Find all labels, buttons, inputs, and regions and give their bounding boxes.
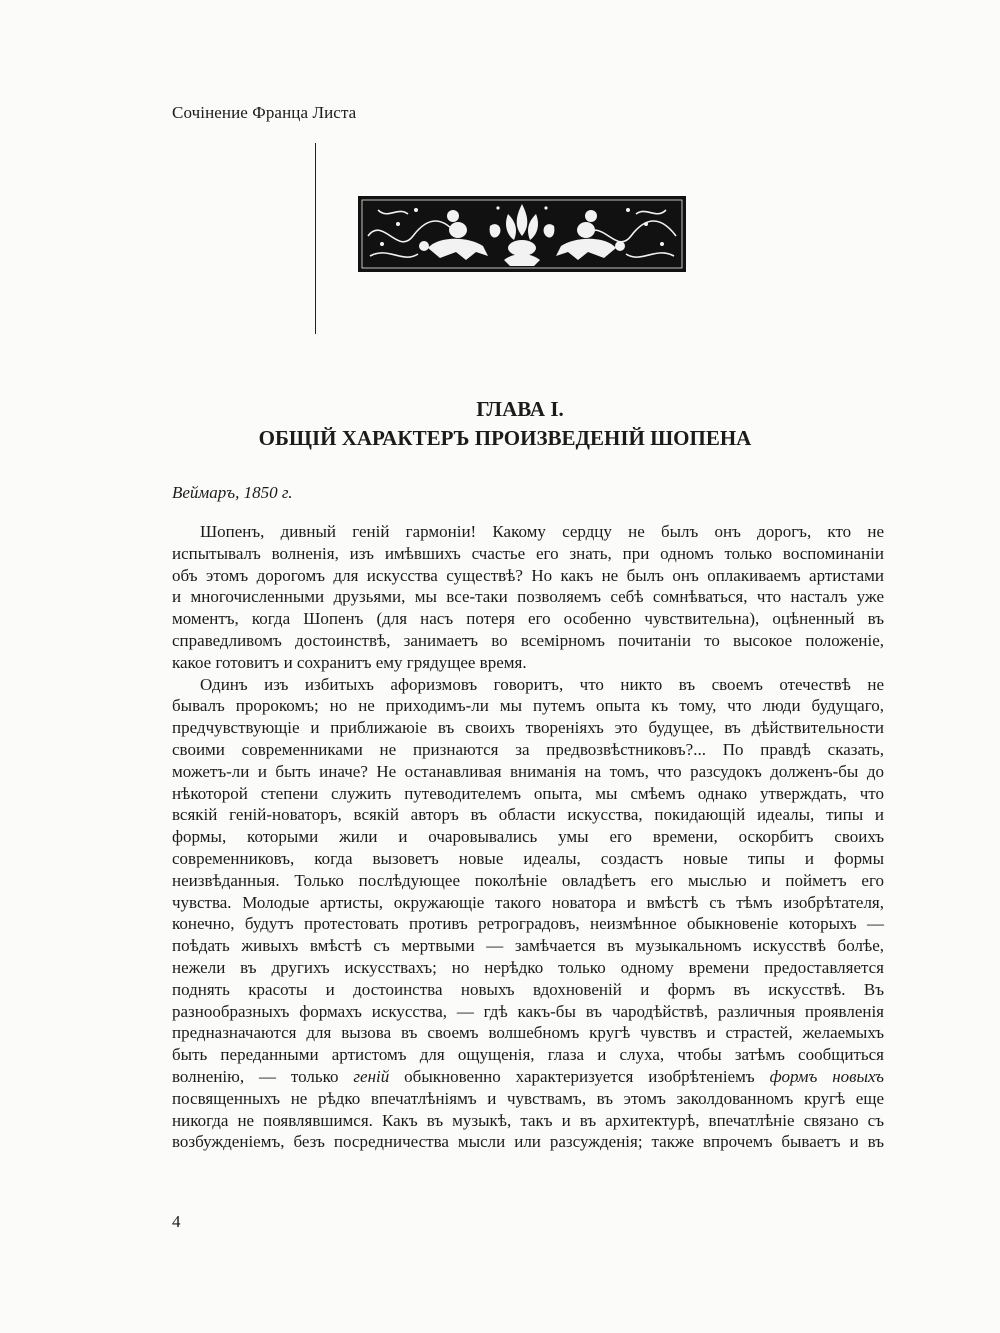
dateline: Веймаръ, 1850 г.: [172, 483, 293, 502]
body-text: [172, 521, 884, 1153]
paragraph-1: [172, 521, 884, 674]
chapter-title: ОБЩІЙ ХАРАКТЕРЪ ПРОИЗВЕДЕНІЙ ШОПЕНА: [258, 426, 752, 450]
text-line: поѣдать живыхъ вмѣстѣ съ мертвыми — замѣчается въ музыкальномъ искусствѣ болѣе,: [172, 936, 884, 956]
text-line: моментъ, когда Шопенъ (для насъ потеря его особенно чувствительна), оцѣненный въ: [172, 609, 884, 629]
cherub-scroll-ornament-icon: [358, 196, 686, 272]
text-line: быть переданными артистомъ для ощущенія, глаза и слуха, чтобы затѣмъ сообщиться: [172, 1045, 884, 1065]
text-line: конечно, будутъ протестовать противъ ретроградовъ, неизмѣнное обыкновеніе которыхъ —: [172, 914, 884, 934]
text-line: можетъ-ли и быть иначе? Не останавливая вниманія на томъ, что разсудокъ долженъ-бы до: [172, 761, 884, 781]
running-head: Сочінение Франца Листа: [172, 103, 357, 122]
text-line: предчувствующіе и приближаюіе въ своихъ твореніяхъ это будущее, въ дѣйствительности: [172, 718, 884, 738]
text-run: волненію, — только: [172, 1066, 354, 1086]
text-line: Шопенъ, дивный геній гармоніи! Какому сердцу не былъ онъ дорогъ, кто не: [200, 522, 884, 541]
text-line: никогда не появлявшимся. Какъ въ музыкѣ, такъ и въ архитектурѣ, впечатлѣніе связано съ: [172, 1110, 884, 1130]
text-line: нѣкоторой степени служить путеводителемъ опыта, мы смѣемъ однако утверждать, что: [172, 783, 884, 803]
text-line: чувства. Молодые артисты, окружающіе такого новатора и вмѣстѣ съ тѣмъ изобрѣтателя,: [172, 892, 884, 912]
text-line: нежели въ другихъ искусствахъ; но нерѣдко только одному времени предоставляется: [172, 957, 884, 977]
text-line: справедливомъ достоинствѣ, занимаетъ во всемірномъ почитаніи то высокое положеніе,: [172, 630, 884, 650]
text-line: бывалъ пророкомъ; но не приходимъ-ли мы путемъ опыта къ тому, что люди будущаго,: [172, 696, 884, 716]
emphasis-new-forms: формъ новыхъ: [769, 1066, 884, 1086]
text-line: посвященныхъ не рѣдко впечатлѣніямъ и чувствамъ, въ этомъ заколдованномъ кругѣ еще: [172, 1088, 884, 1108]
text-line: своими современниками не признаются за предвозвѣстниковъ?... По правдѣ сказать,: [172, 739, 884, 759]
text-line: разнообразныхъ формахъ искусства, — гдѣ какъ-бы въ чародѣйствѣ, различныя проявленія: [172, 1001, 884, 1021]
paragraph-2: [172, 674, 884, 1154]
text-line: Одинъ изъ избитыхъ афоризмовъ говоритъ, что никто въ своемъ отечествѣ не: [200, 674, 884, 694]
text-line: объ этомъ дорогомъ для искусства существѣ? Но какъ не былъ онъ оплакиваемъ артистами: [172, 565, 884, 585]
emphasis-genius: геній: [353, 1066, 390, 1086]
text-line: и многочисленными друзьями, мы все-таки позволяемъ себѣ сомнѣваться, что насталъ уже: [172, 587, 884, 607]
chapter-number: ГЛАВА I.: [476, 397, 564, 421]
margin-rule: [315, 143, 316, 334]
text-line: всякій геній-новаторъ, всякій авторъ въ области искусства, покидающій идеалы, типы и: [172, 805, 884, 825]
text-line: возбужденіемъ, безъ посредничества мысли или разсужденія; также впрочемъ бываетъ и въ: [172, 1132, 884, 1152]
text-line: испытывалъ волненія, изъ имѣвшихъ счастье его знать, при одномъ только воспоминаніи: [172, 543, 884, 563]
text-line: поднять красоты и достоинства новыхъ вдохновеній и формъ въ искусствѣ. Въ: [172, 979, 884, 999]
text-run: обыкновенно характеризуется изобрѣтеніемъ: [389, 1066, 770, 1086]
text-line-with-emphasis: [172, 1066, 884, 1088]
text-line: какое готовитъ и сохранитъ ему грядущее время.: [172, 652, 527, 672]
text-line: современниковъ, когда вызоветъ новые идеалы, создастъ новые типы и формы: [172, 848, 884, 868]
text-line: неизвѣданныя. Только послѣдующее поколѣніе овладѣетъ его мыслью и пойметъ его: [172, 870, 884, 890]
text-line: формы, которыми жили и очаровывались умы его времени, оскорбитъ своихъ: [172, 827, 884, 847]
text-line: предназначаются для вызова въ своемъ волшебномъ кругѣ чувствъ и страстей, желаемыхъ: [172, 1023, 884, 1043]
page-number: 4: [172, 1212, 181, 1231]
chapter-heading: [0, 395, 1000, 453]
